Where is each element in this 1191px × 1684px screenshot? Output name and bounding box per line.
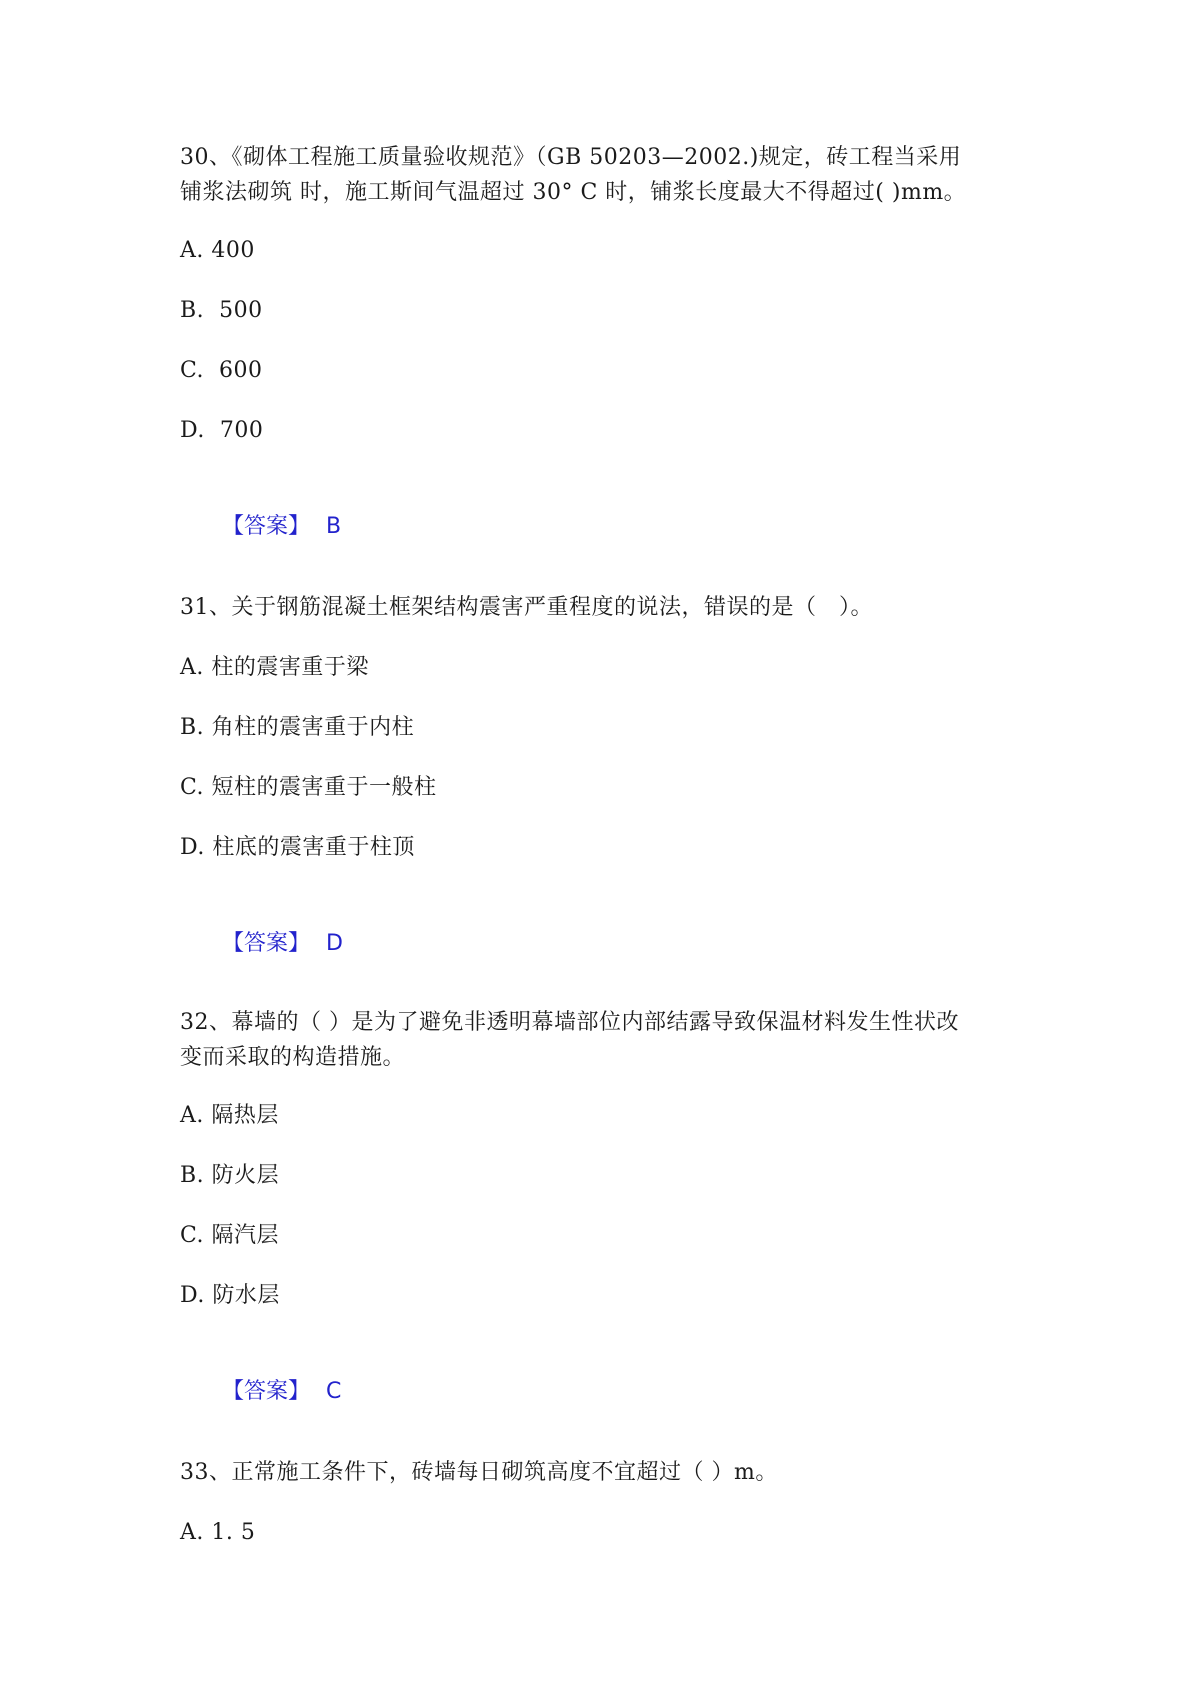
answer-value: C xyxy=(325,1379,342,1404)
answer-row xyxy=(180,1338,341,1446)
answer-value: B xyxy=(325,514,342,539)
option-a: A. 1. 5 xyxy=(180,1520,256,1545)
option-c: C. 隔汽层 xyxy=(180,1223,280,1248)
answer-row xyxy=(180,473,341,581)
answer-label: 【答案】 xyxy=(221,931,310,956)
option-d: D. 柱底的震害重于柱顶 xyxy=(180,835,415,860)
question-stem-line: 铺浆法砌筑 时，施工斯间气温超过 30° C 时，铺浆长度最大不得超过( )mm。 xyxy=(180,180,967,205)
answer-label: 【答案】 xyxy=(221,1379,310,1404)
question-stem-line: 33、正常施工条件下，砖墙每日砌筑高度不宜超过（ ）m。 xyxy=(180,1460,778,1485)
option-b: B. 角柱的震害重于内柱 xyxy=(180,715,415,740)
question-stem-line: 30、《砌体工程施工质量验收规范》（GB 50203—2002.)规定，砖工程当采用 xyxy=(180,145,962,170)
question-stem-line: 32、幕墙的（ ）是为了避免非透明幕墙部位内部结露导致保温材料发生性状改 xyxy=(180,1010,959,1035)
option-a: A. 柱的震害重于梁 xyxy=(180,655,369,680)
option-b: B. 防火层 xyxy=(180,1163,280,1188)
option-d: D. 防水层 xyxy=(180,1283,280,1308)
option-a: A. 400 xyxy=(180,238,255,263)
answer-label: 【答案】 xyxy=(221,514,310,539)
option-b: B. 500 xyxy=(180,298,263,323)
answer-value: D xyxy=(325,931,343,956)
option-c: C. 短柱的震害重于一般柱 xyxy=(180,775,437,800)
question-stem-line: 31、关于钢筋混凝土框架结构震害严重程度的说法，错误的是（ ）。 xyxy=(180,595,873,620)
option-c: C. 600 xyxy=(180,358,263,383)
answer-row xyxy=(180,890,343,998)
option-d: D. 700 xyxy=(180,418,264,443)
option-a: A. 隔热层 xyxy=(180,1103,279,1128)
question-stem-line: 变而采取的构造措施。 xyxy=(180,1045,406,1070)
